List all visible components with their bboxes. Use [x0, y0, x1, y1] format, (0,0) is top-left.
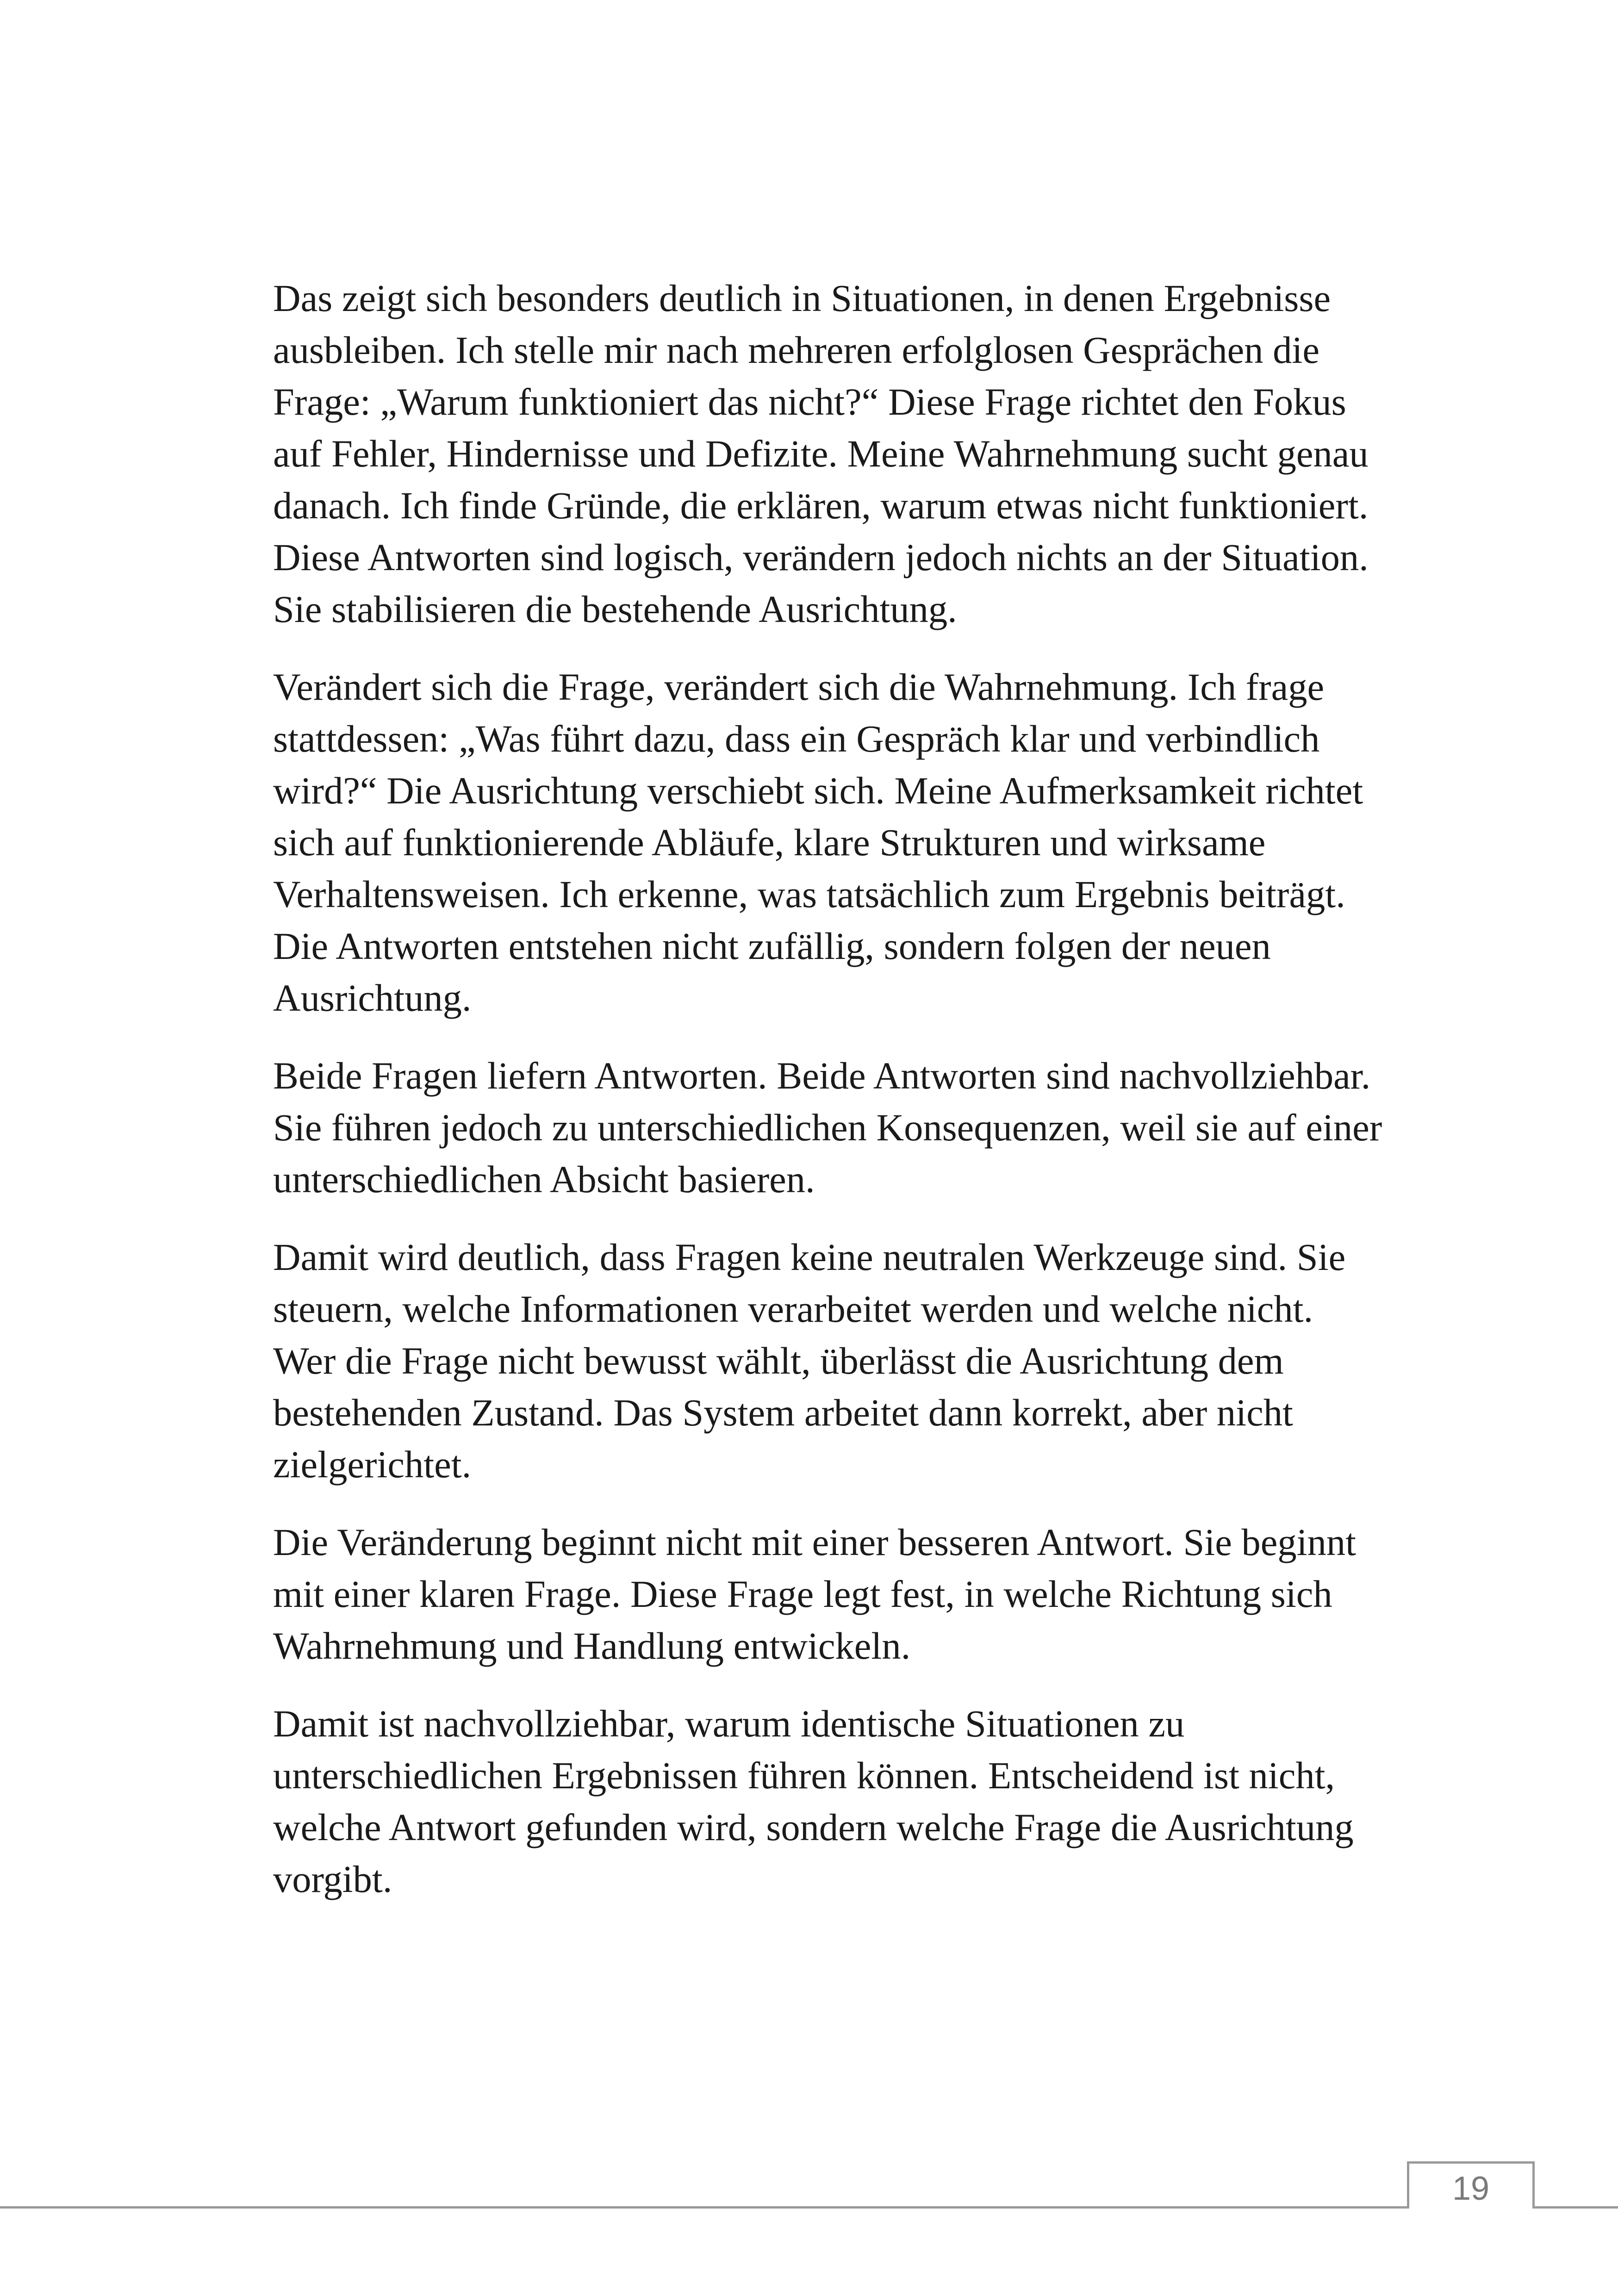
page-number: 19: [1452, 2170, 1490, 2207]
paragraph-2: Verändert sich die Frage, verändert sich die Wahrnehmung. Ich frage stattdessen: „Was führt dazu, dass ein Gespräch klar und verbindlich wird?“ Die Ausrichtung verschiebt sich. Meine Aufmerksamkeit richtet sich auf funktionierende Abläufe, klare Strukturen und wirksame Verhaltensweisen. Ich erkenne, was tatsächlich zum Ergebnis beiträgt. Die Antworten entstehen nicht zufällig, sondern folgen der neuen Ausrichtung.: [273, 666, 1363, 1019]
footer-rule-right: [1535, 2206, 1618, 2209]
paragraph-1: Das zeigt sich besonders deutlich in Situationen, in denen Ergebnisse ausbleiben. Ich stelle mir nach mehreren erfolglosen Gesprächen die Frage: „Warum funktioniert das nicht?“ Diese Frage richtet den Fokus auf Fehler, Hindernisse und Defizite. Meine Wahrnehmung sucht genau danach. Ich finde Gründe, die erklären, warum etwas nicht funktioniert. Diese Antworten sind logisch, verändern jedoch nichts an der Situation. Sie stabilisieren die bestehende Ausrichtung.: [273, 277, 1369, 630]
paragraph-6: Damit ist nachvollziehbar, warum identische Situationen zu unterschiedlichen Ergebnissen führen können. Entscheidend ist nicht, welche Antwort gefunden wird, sondern welche Frage die Ausrichtung vorgibt.: [273, 1702, 1354, 1900]
page-number-box: [1407, 2161, 1535, 2209]
paragraph-5: Die Veränderung beginnt nicht mit einer besseren Antwort. Sie beginnt mit einer klaren Frage. Diese Frage legt fest, in welche Richtung sich Wahrnehmung und Handlung entwickeln.: [273, 1521, 1357, 1667]
paragraph-3: Beide Fragen liefern Antworten. Beide Antworten sind nachvollziehbar. Sie führen jedoch zu unterschiedlichen Konsequenzen, weil sie auf einer unterschiedlichen Absicht basieren.: [273, 1054, 1382, 1201]
paragraph-4: Damit wird deutlich, dass Fragen keine neutralen Werkzeuge sind. Sie steuern, welche Informationen verarbeitet werden und welche nicht. Wer die Frage nicht bewusst wählt, überlässt die Ausrichtung dem bestehenden Zustand. Das System arbeitet dann korrekt, aber nicht zielgerichtet.: [273, 1236, 1346, 1486]
footer-rule-left: [0, 2206, 1409, 2209]
body-text: [273, 272, 1384, 1931]
